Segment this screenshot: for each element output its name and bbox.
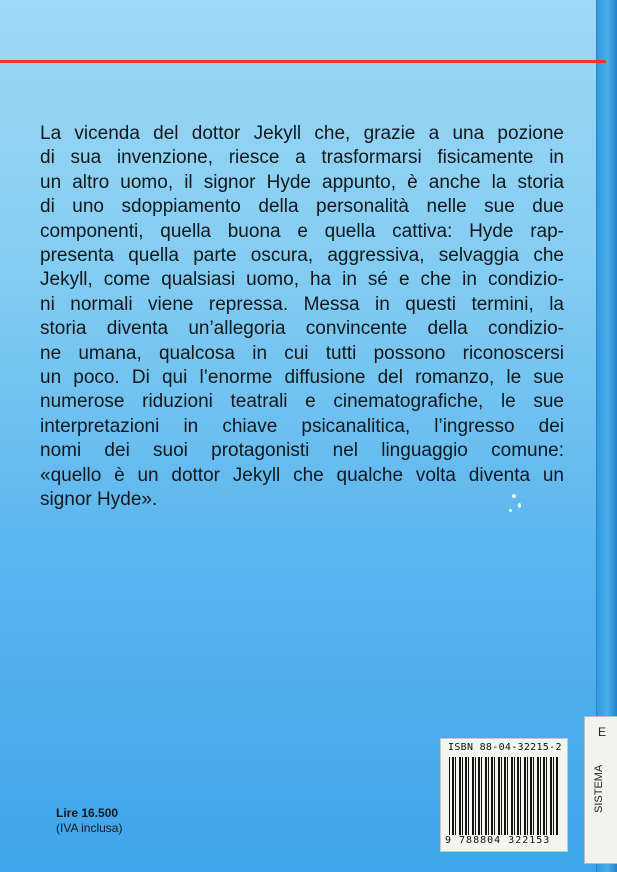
library-sticker	[584, 716, 617, 864]
scratch-mark	[512, 494, 516, 498]
blurb-line: Jekyll, come qualsiasi uomo, ha in sé e che in condizio-	[40, 269, 564, 291]
blurb-line: ne umana, qualcosa in cui tutti possono riconoscersi	[40, 342, 564, 364]
blurb-line: ni normali viene repressa. Messa in questi termini, la	[40, 293, 564, 315]
blurb-line: un poco. Di qui l’enorme diffusione del romanzo, le sue	[40, 367, 564, 389]
scratch-mark	[509, 509, 512, 512]
blurb-line: La vicenda del dottor Jekyll che, grazie a una pozione	[40, 123, 564, 144]
blurb-line: storia diventa un’allegoria convincente della condizio-	[40, 318, 564, 340]
scratch-mark	[518, 503, 521, 508]
blurb-line: signor Hyde».	[40, 489, 158, 511]
barcode-digits: 9 788804 322153	[445, 835, 551, 846]
blurb-line: di uno sdoppiamento della personalità nelle sue due	[40, 196, 564, 218]
blurb-text	[40, 122, 564, 513]
price-block	[56, 806, 122, 836]
price-amount: Lire 16.500	[56, 806, 119, 820]
blurb-line: numerose riduzioni teatrali e cinematografiche, le sue	[40, 391, 564, 413]
blurb-line: componenti, quella buona e quella cattiva: Hyde rap-	[40, 220, 564, 242]
barcode-bars	[449, 757, 559, 835]
blurb-line: nomi dei suoi protagonisti nel linguaggio comune:	[40, 440, 564, 462]
blurb-line: interpretazioni in chiave psicanalitica, l’ingresso dei	[40, 415, 564, 437]
price-vat-note: (IVA inclusa)	[56, 821, 123, 835]
library-sticker-text: SISTEMA	[593, 764, 605, 813]
library-sticker-mark: E	[598, 725, 607, 739]
blurb-line: di sua invenzione, riesce a trasformarsi fisicamente in	[40, 147, 564, 169]
isbn-label: ISBN 88-04-32215-2	[448, 742, 562, 753]
barcode	[440, 738, 568, 852]
blurb-line: un altro uomo, il signor Hyde appunto, è anche la storia	[40, 171, 564, 193]
blurb-line: presenta quella parte oscura, aggressiva, selvaggia che	[40, 245, 564, 267]
red-stripe	[0, 60, 606, 63]
blurb-line: «quello è un dottor Jekyll che qualche volta diventa un	[40, 464, 564, 486]
